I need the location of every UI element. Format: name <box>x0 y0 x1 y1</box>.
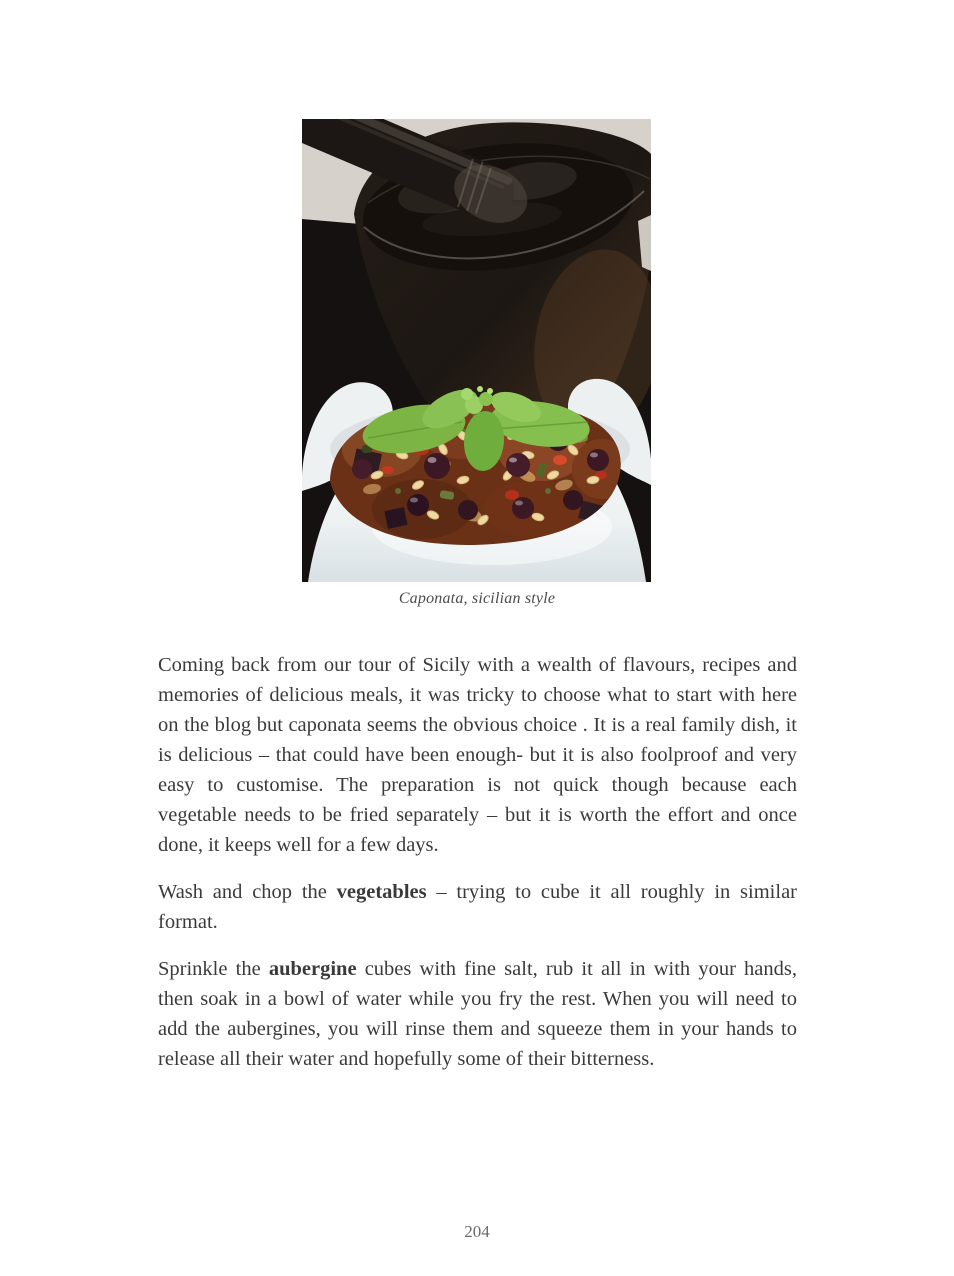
paragraph-vegetables-post: – trying to cube it all roughly in similar format. <box>158 881 797 933</box>
paragraph-aubergine-post: cubes with fine salt, rub it all in with your hands, then soak in a bowl of water while you fry the rest. When you will need to add the aubergines, you will rinse them and squeeze them in your hands to release all their water and hopefully some of their bitterness. <box>158 958 798 1070</box>
page-number: 204 <box>464 1222 490 1241</box>
bold-aubergine: aubergine <box>268 958 357 980</box>
caponata-photo <box>302 119 651 582</box>
caponata-photo-illustration <box>302 119 651 582</box>
paragraph-aubergine <box>158 954 797 1074</box>
article-body <box>158 650 797 1091</box>
photo-caption: Caponata, sicilian style <box>398 590 556 607</box>
paragraph-vegetables-pre: Wash and chop the <box>158 881 337 903</box>
bold-vegetables: vegetables <box>336 881 427 903</box>
paragraph-vegetables <box>158 877 797 937</box>
paragraph-intro: Coming back from our tour of Sicily with a wealth of flavours, recipes and memories of delicious meals, it was tricky to choose what to start with here on the blog but caponata seems the obvious choice . It is a real family dish, it is delicious – that could have been enough- but it is also foolproof and very easy to customise. The preparation is not quick though because each vegetable needs to be fried separately – but it is worth the effort and once done, it keeps well for a few days. <box>158 654 797 856</box>
paragraph-aubergine-pre: Sprinkle the <box>158 958 269 980</box>
